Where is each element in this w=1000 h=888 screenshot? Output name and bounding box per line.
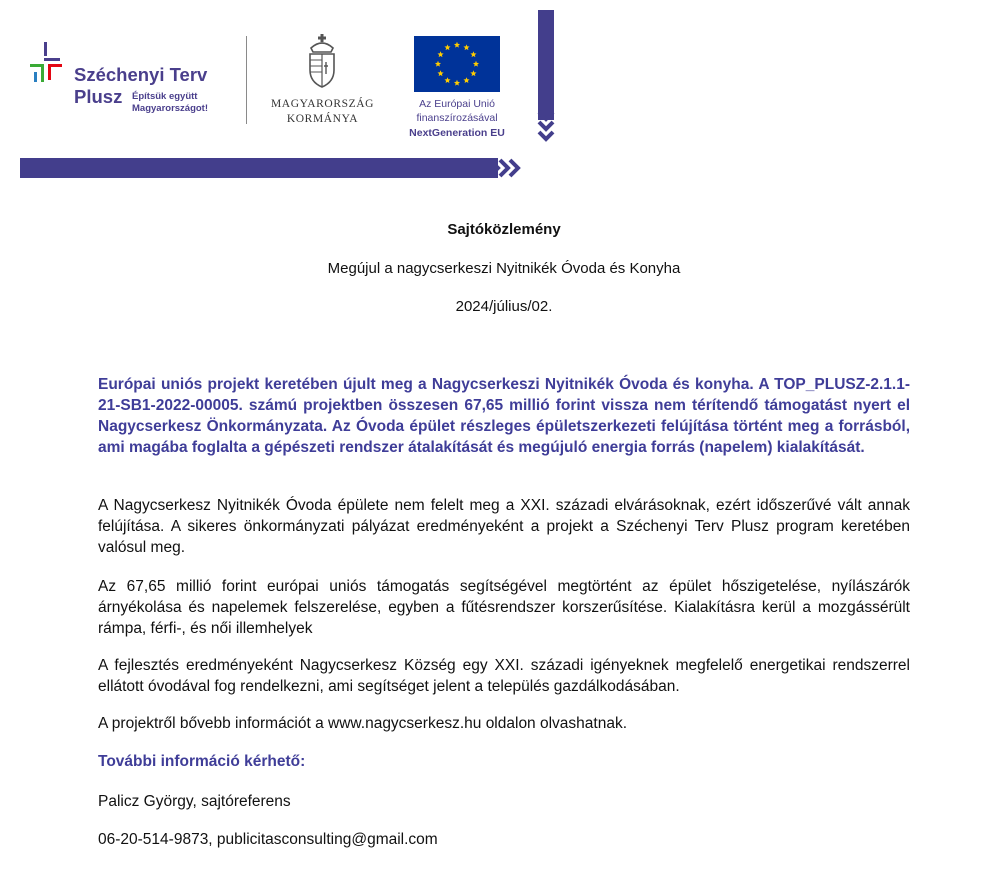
- government-logo: [270, 34, 375, 129]
- body-paragraph-4: A projektről bővebb információt a www.nagycserkesz.hu oldalon olvashatnak.: [98, 715, 628, 732]
- szechenyi-logo-title: Széchenyi Terv: [74, 64, 208, 85]
- logo-divider: [246, 36, 247, 124]
- szechenyi-logo-tagline: [132, 91, 242, 115]
- lead-paragraph: Európai uniós projekt keretében újult meg a Nagycserkeszi Nyitnikék Óvoda és konyha. A TOP_PLUSZ-2.1.1-21-SB1-2022-00005. számú projektben összesen 67,65 millió forint vissza nem térítendő támogatást nyert el Nagycserkesz Önkormányzata. Az Óvoda épület részleges épületszerkezeti felújítása történt meg a forrásból, ami magába foglalta a gépészeti rendszer átalakítását és megújuló energia forrás (napelem) kialakítását.: [98, 376, 910, 456]
- coat-of-arms-icon: [307, 34, 337, 88]
- header-banner: [0, 0, 1000, 185]
- more-info-heading: További információ kérhető:: [98, 753, 306, 770]
- szechenyi-terv-plusz-logo: [30, 42, 230, 122]
- body-paragraph-2: Az 67,65 millió forint európai uniós támogatás segítségével megtörtént az épület hőszigetelése, nyílászárók árnyékolása és napelemek felszerelése, egyben a fűtésrendszer korszerűsítése. Kialakításra kerül a mozgássérült rámpa, férfi-, és női illemhelyek: [98, 578, 910, 637]
- contact-details: 06-20-514-9873, publicitasconsulting@gmail.com: [98, 831, 438, 848]
- side-banner-bar: [538, 10, 554, 120]
- eu-logo-line-2: finanszírozásával: [416, 112, 498, 124]
- release-date: 2024/július/02.: [455, 298, 553, 315]
- bottom-banner-bar: [20, 158, 498, 178]
- eu-flag-icon: [414, 36, 500, 92]
- page-title: Sajtóközlemény: [447, 221, 561, 238]
- body-paragraph-1: A Nagycserkesz Nyitnikék Óvoda épülete nem felelt meg a XXI. századi elvárásoknak, ezért időszerűvé vált annak felújítása. A sikeres önkormányzati pályázat eredményeként a projekt a Széchenyi Terv Plusz program keretében valósul meg.: [98, 497, 910, 556]
- eu-logo-line-1: Az Európai Unió: [419, 98, 495, 110]
- release-subtitle: Megújul a nagycserkeszi Nyitnikék Óvoda és Konyha: [327, 260, 681, 277]
- body-paragraph-3: A fejlesztés eredményeként Nagycserkesz Község egy XXI. századi igényeknek megfelelő energetikai rendszerrel ellátott óvodával fog rendelkezni, ami segítséget jelent a település gazdálkodásában.: [98, 657, 910, 695]
- tagline-line-1: Építsük együtt: [132, 91, 198, 102]
- eu-funding-logo: [398, 36, 516, 146]
- contact-name: Palicz György, sajtóreferens: [98, 793, 291, 810]
- eu-logo-line-3: NextGeneration EU: [409, 127, 505, 139]
- government-logo-line-1: MAGYARORSZÁG: [270, 98, 375, 110]
- szechenyi-logo-plusz: Plusz: [74, 86, 123, 107]
- szechenyi-cross-icon: [30, 42, 72, 90]
- tagline-line-2: Magyarországot!: [132, 103, 209, 114]
- government-logo-line-2: KORMÁNYA: [286, 113, 359, 125]
